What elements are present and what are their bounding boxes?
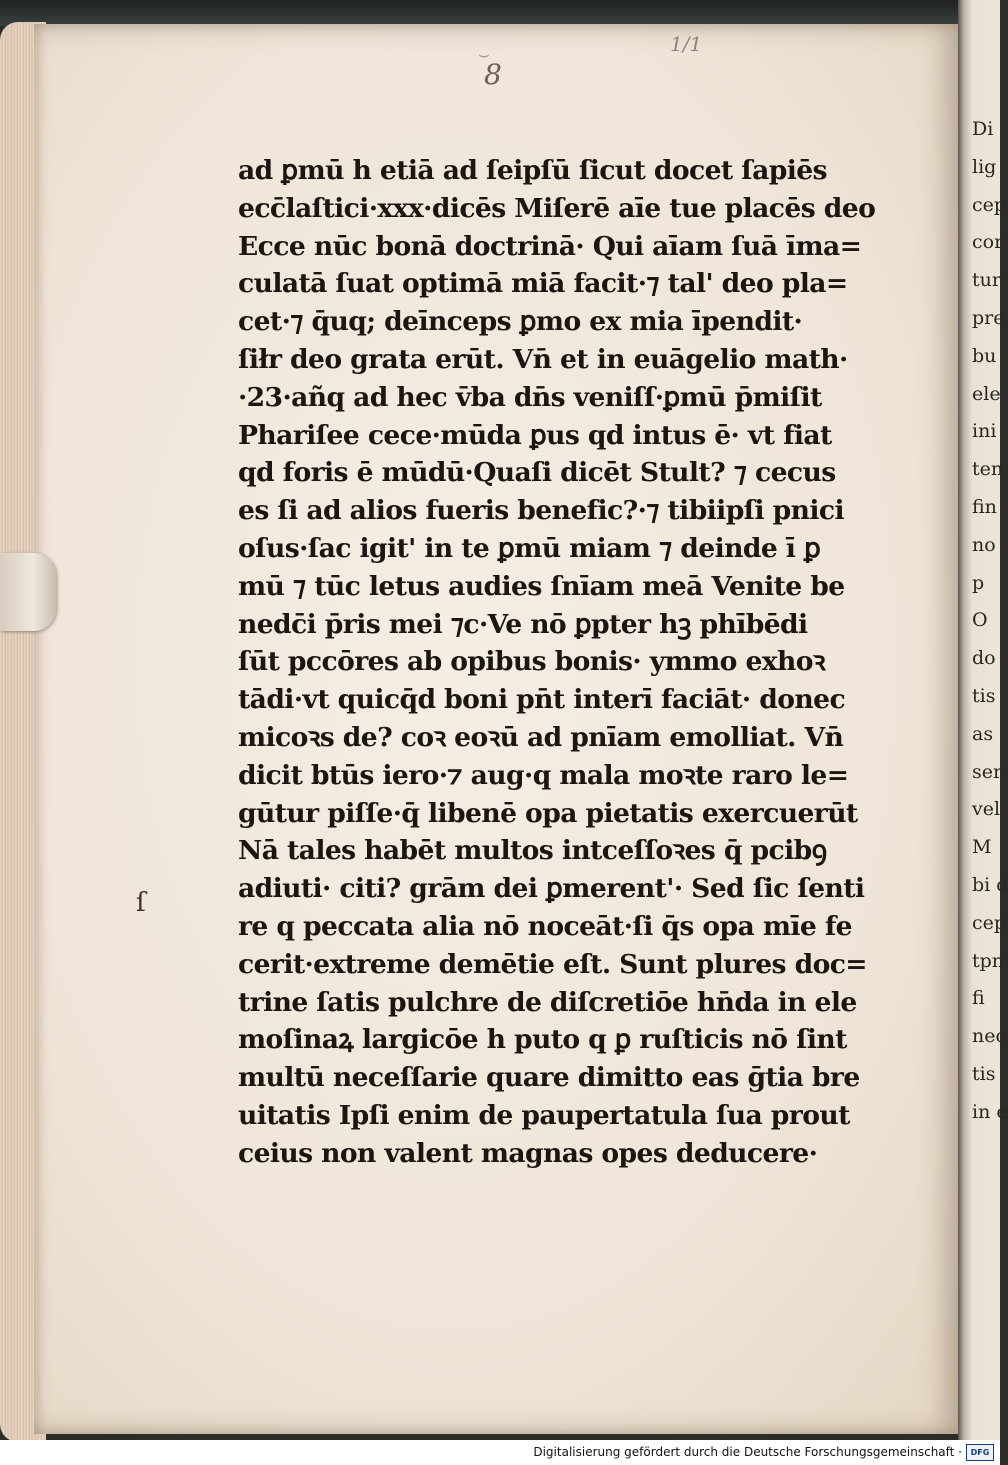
- facing-page-fragment: lig: [972, 155, 997, 178]
- facing-page-fragment: bu: [972, 344, 997, 367]
- facing-page-fragment: Di: [972, 118, 994, 140]
- text-line: Phariſee cece·mūda ꝑus qd intus ē· vt fiat: [238, 419, 832, 451]
- blackletter-text-block: [238, 152, 876, 1173]
- facing-page-fragment: ser: [972, 760, 1003, 783]
- dfg-logo-icon: DFG: [966, 1444, 994, 1461]
- facing-page-fragment: ele: [972, 382, 1001, 405]
- facing-page-fragment: fin: [972, 496, 997, 518]
- facing-page-fragment: tis: [972, 685, 996, 707]
- facing-page-fragment: ini: [972, 420, 997, 443]
- folio-ink-note: 1/1: [670, 32, 703, 56]
- text-line: uitatis Ipſi enim de paupertatula ſua prout: [238, 1099, 850, 1131]
- facing-page-fragment: in e: [972, 1100, 1008, 1123]
- text-line: multū neceſſarie quare dimitto eas ḡtia bre: [238, 1062, 860, 1094]
- facing-page-fragment: fi: [972, 987, 985, 1010]
- facing-page-fragment: M: [972, 836, 992, 859]
- text-line: dicit btūs iero·⁊ aug·q mala moꝛte raro le=: [238, 759, 849, 791]
- text-line: Ecce nūc bonā doctrinā· Qui aīam ſuā īma=: [238, 230, 862, 262]
- text-line: Nā tales habēt multos intceſſoꝛes q̄ pcibꝯ: [238, 835, 827, 867]
- text-line: adiuti· citi? grām dei ꝑmerent'· Sed ſic ſenti: [238, 873, 865, 905]
- top-ink-mark: ⌣: [478, 44, 490, 65]
- footer-credit: Digitalisierung gefördert durch die Deutsche Forschungsgemeinschaft ·: [533, 1445, 962, 1459]
- text-line: trine ſatis pulchre de diſcretiōe hn̄da in ele: [238, 986, 857, 1018]
- facing-page-fragment: tpn: [972, 949, 1005, 972]
- text-line: mū ⁊ tūc letus audies ſnīam meā Venite be: [238, 570, 845, 602]
- top-background-strip: [0, 0, 1000, 26]
- text-line: ſiłr deo grata erūt. Vn̄ et in euāgelio math·: [238, 343, 848, 375]
- facing-page-fragment: nec: [972, 1025, 1007, 1048]
- facing-page: [958, 0, 1008, 1440]
- margin-mark: ſ: [136, 888, 146, 918]
- facing-page-fragment: cor: [972, 231, 1004, 254]
- text-line: gūtur piſſe·q̄ libenē opa pietatis exercuerūt: [238, 797, 858, 829]
- page-clip-tab: [0, 553, 56, 631]
- text-line: cerit·extreme demētie eſt. Sunt plures doc=: [238, 948, 867, 980]
- text-line: ad ꝑmū h etiā ad ſeipſū ſicut docet ſapiēs: [238, 155, 827, 186]
- facing-page-fragment: cep: [972, 911, 1007, 934]
- text-line: qd foris ē mūdū·Quaſi dicēt Stult? ⁊ cecus: [238, 457, 836, 489]
- text-line: re q peccata alia nō noceāt·ſi q̄s opa mīe fe: [238, 910, 852, 942]
- facing-page-fragment: no: [972, 533, 996, 556]
- text-line: ecc̄laſtici·xxx·dicēs Miſerē aīe tue placēs deo: [238, 192, 876, 224]
- facing-page-fragment: tur: [972, 269, 1001, 292]
- text-line: nedc̄i p̄ris mei ⁊c·Ve nō ꝑpter hꝫ phībēdi: [238, 608, 808, 640]
- facing-page-fragment: as: [972, 722, 994, 745]
- text-line: ſūt pccōres ab opibus bonis· ymmo exhoꝛ: [238, 646, 825, 678]
- text-line: oſus·ſac igit' in te ꝑmū miam ⁊ deinde ī ꝑ: [238, 532, 821, 564]
- text-line: culatā ſuat optimā miā facit·⁊ tal' deo pla=: [238, 268, 848, 300]
- facing-page-fragment: cep: [972, 193, 1007, 216]
- facing-page-fragment: bi d: [972, 874, 1008, 896]
- facing-page-fragment: ten: [972, 458, 1004, 481]
- facing-page-fragment: p: [972, 571, 985, 594]
- page-number: 8: [484, 58, 502, 91]
- text-line: cet·⁊ q̄uq; deīnceps ꝑmo ex mia īpendit·: [238, 306, 803, 338]
- text-line: moſinaꝝ largicōe h puto q ꝑ ruſticis nō ſint: [238, 1024, 847, 1056]
- text-line: ·23·añq ad hec v̄ba dn̄s veniſſ·ꝑmū p̄miſit: [238, 381, 822, 413]
- text-line: ceius non valent magnas opes deducere·: [238, 1137, 818, 1169]
- facing-page-fragment: vel: [972, 798, 1001, 821]
- facing-page-fragment: pre: [972, 307, 1005, 329]
- facing-page-fragment: do: [972, 647, 996, 670]
- text-line: micoꝛs de? coꝛ eoꝛū ad pnīam emolliat. Vn̄: [238, 721, 844, 753]
- footer-bar: [0, 1440, 1000, 1465]
- text-line: tādi·vt quicq̄d boni pn̄t interī faciāt· donec: [238, 684, 846, 716]
- facing-page-fragment: O: [972, 609, 988, 632]
- text-line: es ſi ad alios fueris benefic?·⁊ tibiipſi pnici: [238, 495, 845, 527]
- facing-page-fragment: tis: [972, 1063, 996, 1085]
